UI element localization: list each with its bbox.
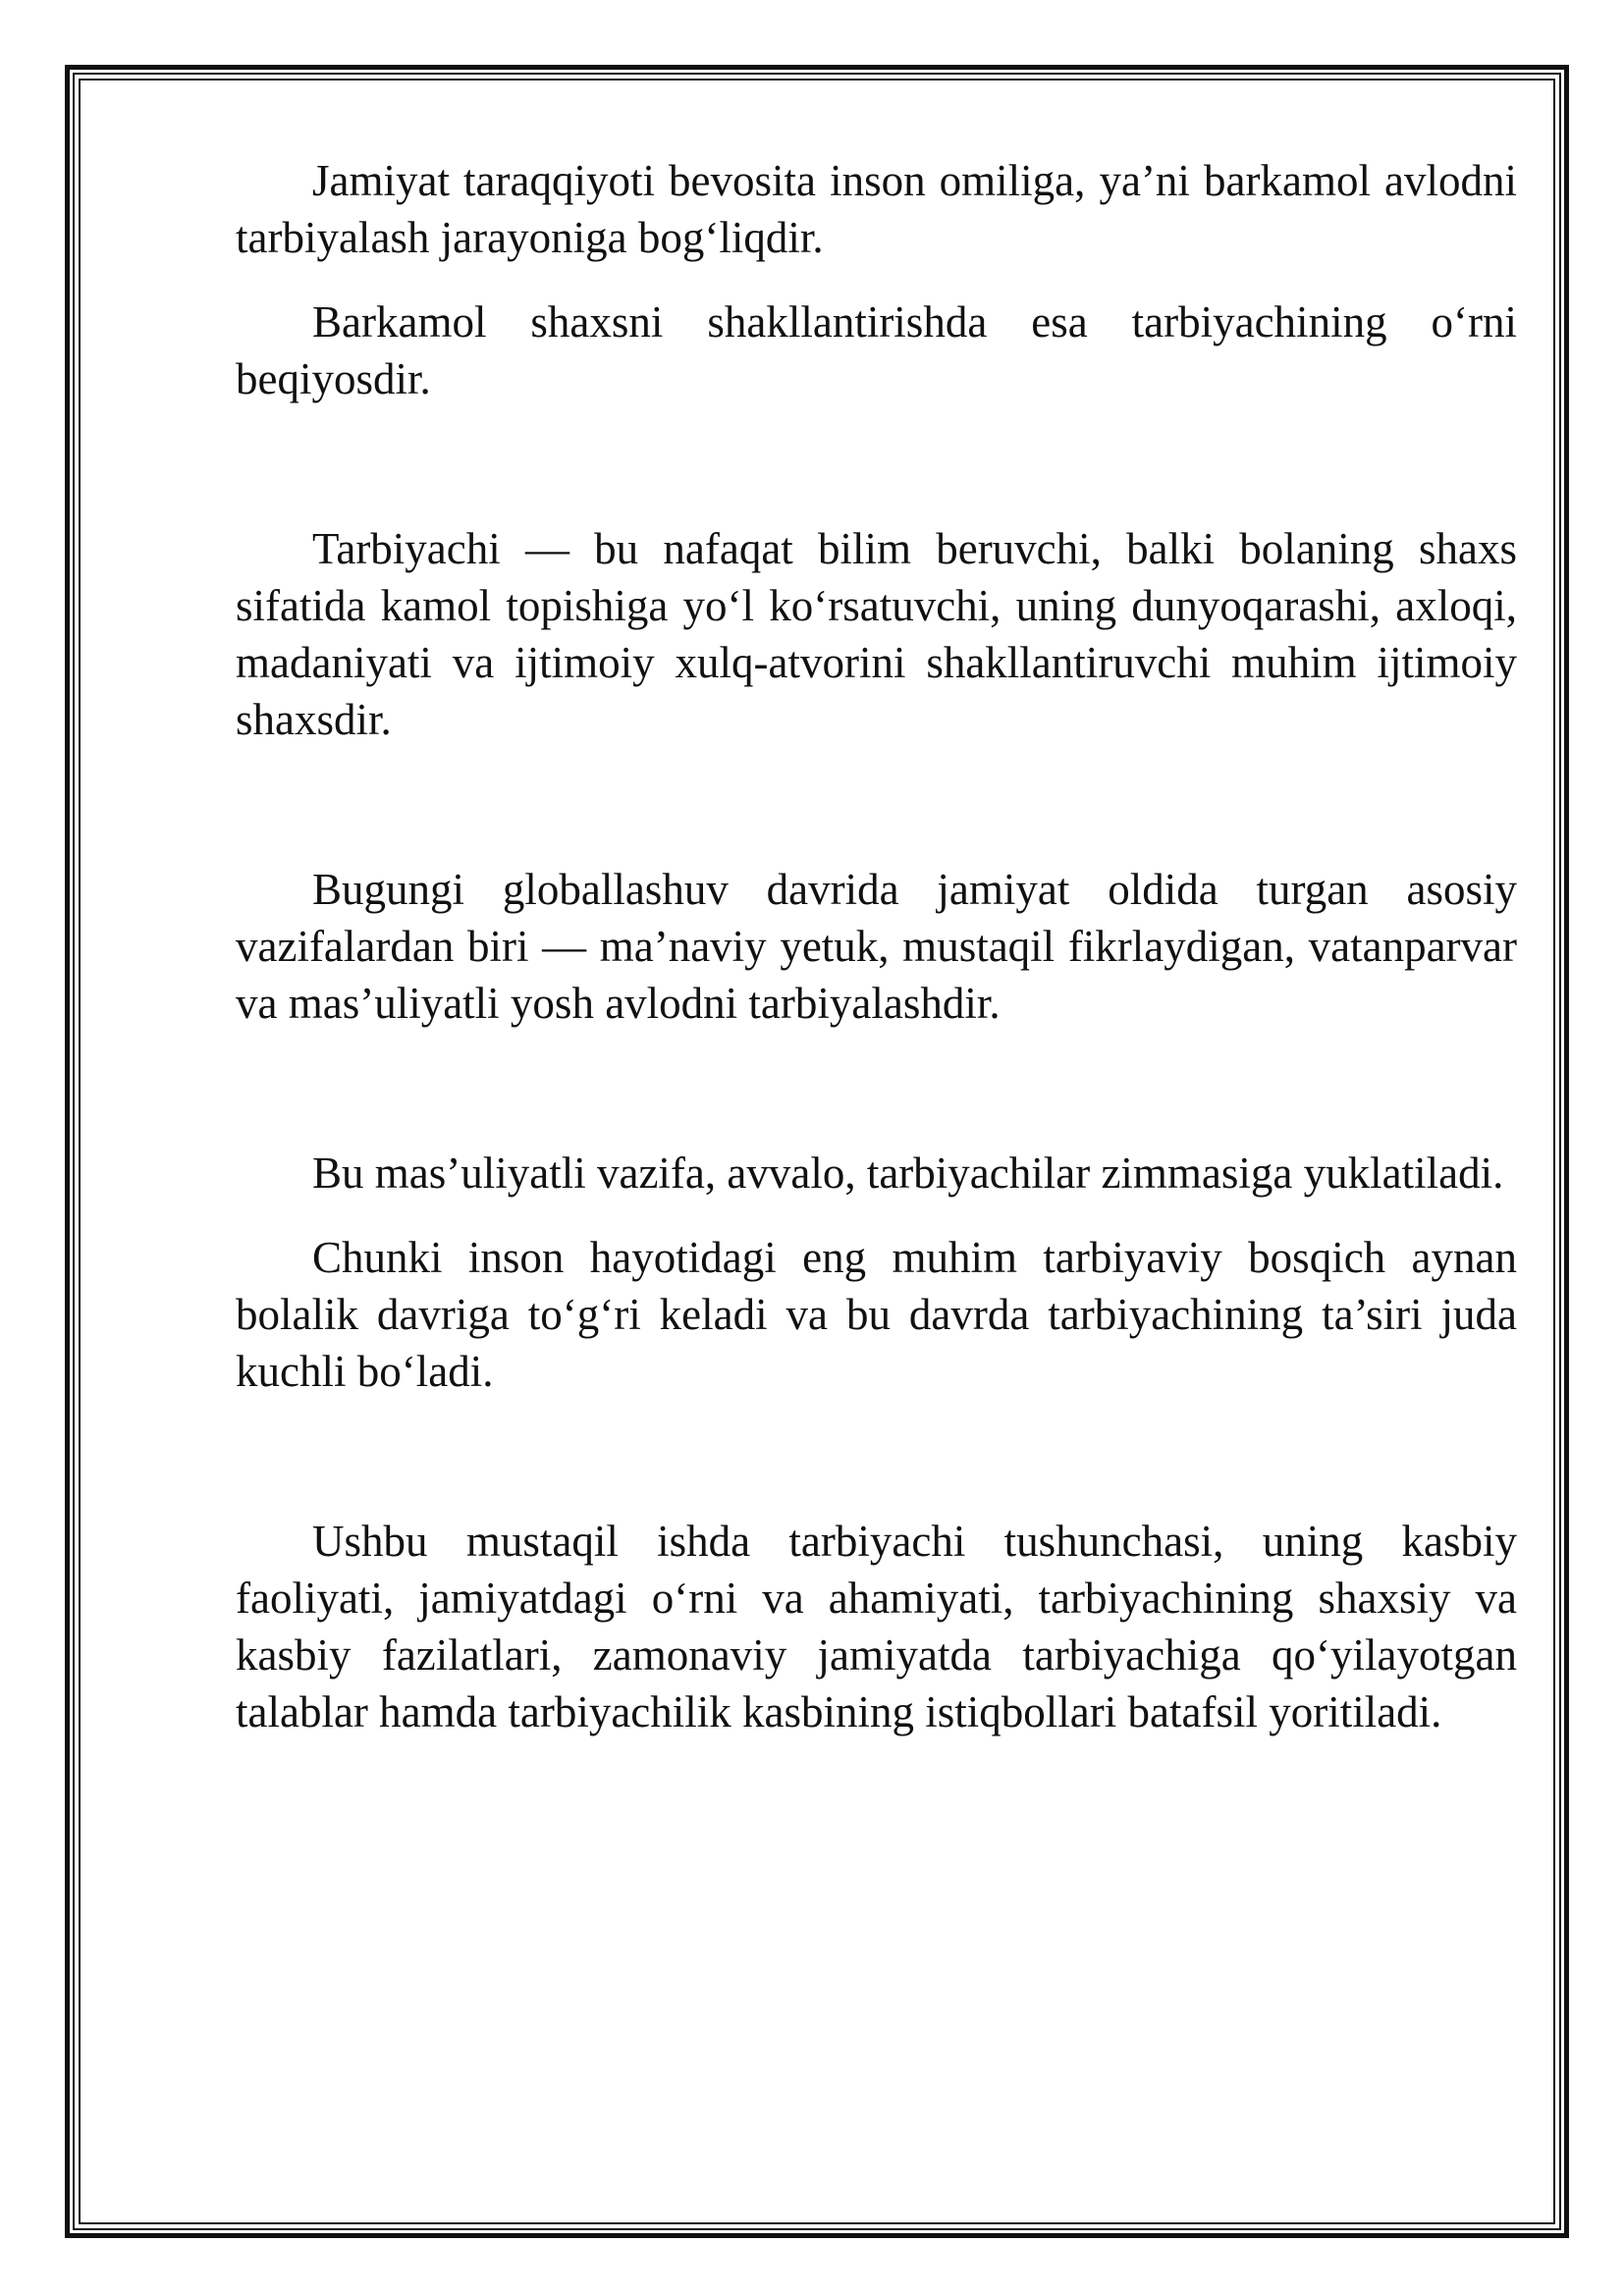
document-body	[236, 152, 1517, 1740]
paragraph-1: Jamiyat taraqqiyoti bevosita inson omiliga, ya’ni barkamol avlodni tarbiyalash jarayoniga bog‘liqdir.	[236, 156, 1517, 262]
paragraph-6: Chunki inson hayotidagi eng muhim tarbiyaviy bosqich aynan bolalik davriga to‘g‘ri keladi va bu davrda tarbiyachining ta’siri juda kuchli bo‘ladi.	[236, 1233, 1517, 1396]
paragraph-7: Ushbu mustaqil ishda tarbiyachi tushunchasi, uning kasbiy faoliyati, jamiyatdagi o‘rni va ahamiyati, tarbiyachining shaxsiy va kasbiy fazilatlari, zamonaviy jamiyatda tarbiyachiga qo‘yilayotgan talablar hamda tarbiyachilik kasbining istiqbollari batafsil yoritiladi.	[236, 1517, 1517, 1736]
paragraph-4: Bugungi globallashuv davrida jamiyat oldida turgan asosiy vazifalardan biri — ma’naviy yetuk, mustaqil fikrlaydigan, vatanparvar va mas’uliyatli yosh avlodni tarbiyalashdir.	[236, 865, 1517, 1028]
paragraph-3: Tarbiyachi — bu nafaqat bilim beruvchi, balki bolaning shaxs sifatida kamol topishiga yo‘l ko‘rsatuvchi, uning dunyoqarashi, axloqi, madaniyati va ijtimoiy xulq-atvorini shakllantiruvchi muhim ijtimoiy shaxsdir.	[236, 524, 1517, 744]
paragraph-2: Barkamol shaxsni shakllantirishda esa tarbiyachining o‘rni beqiyosdir.	[236, 297, 1517, 403]
paragraph-5: Bu mas’uliyatli vazifa, avvalo, tarbiyachilar zimmasiga yuklatiladi.	[312, 1148, 1504, 1198]
